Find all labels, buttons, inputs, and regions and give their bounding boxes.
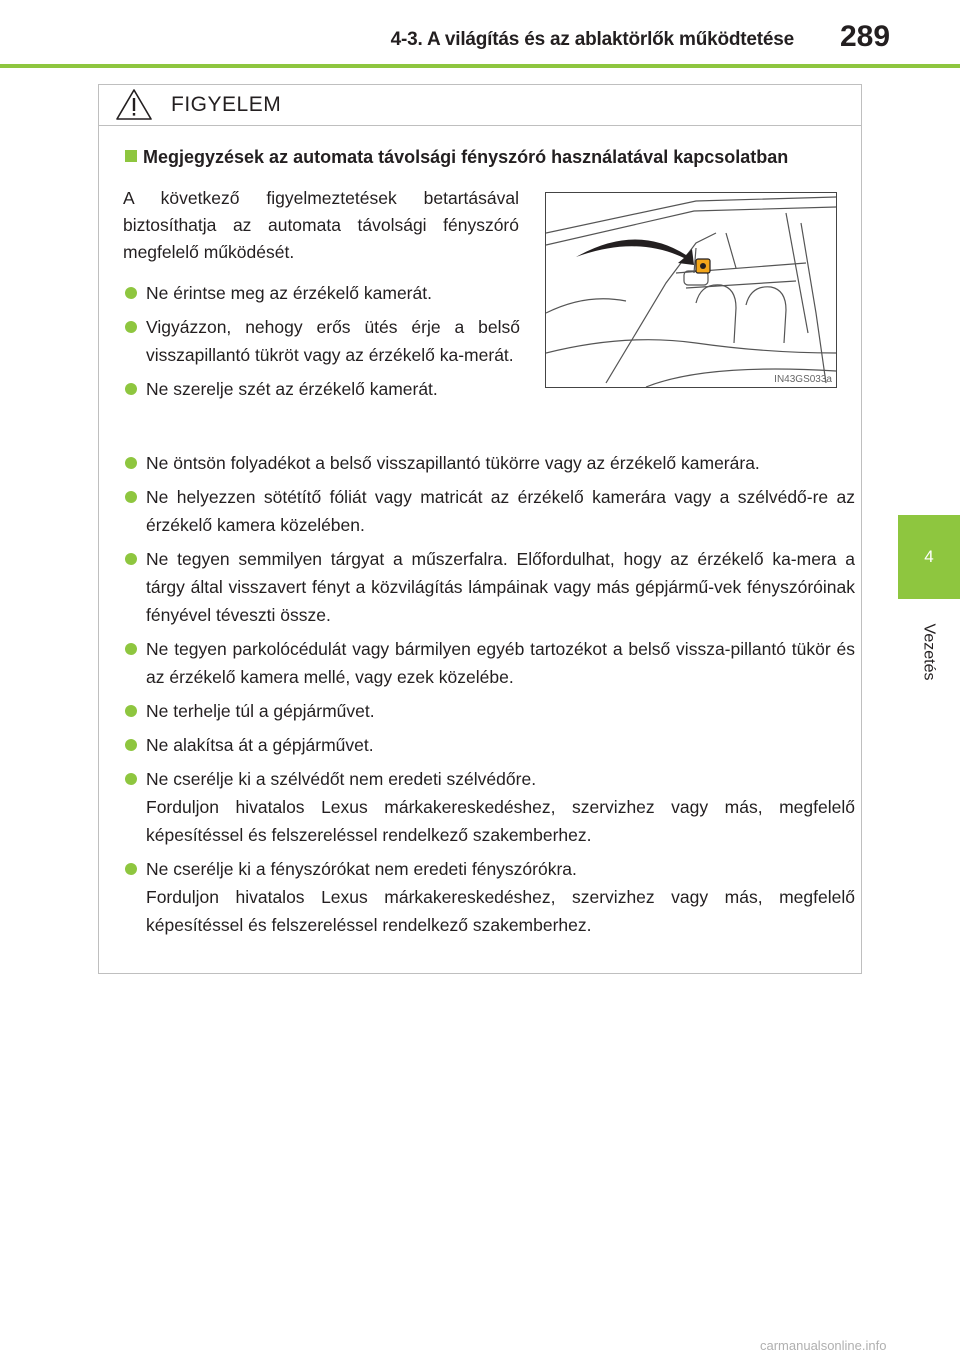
section-title: [125, 147, 788, 168]
bullet-dot-icon: [125, 773, 137, 785]
bullet-list-top: [125, 279, 520, 409]
list-item-text: Ne cserélje ki a fényszórókat nem eredeti fényszórókra.: [146, 859, 577, 879]
illustration: [545, 192, 837, 388]
windshield-camera-illustration: [546, 193, 836, 387]
list-item-subtext: Forduljon hivatalos Lexus márkakereskedéshez, szervizhez vagy más, megfelelő képesítéssel és felszereléssel rendelkező szakemberhez.: [146, 797, 855, 845]
warning-label: FIGYELEM: [171, 93, 282, 116]
header-title: 4-3. A világítás és az ablaktörlők működtetése: [390, 29, 794, 50]
list-item-text: Vigyázzon, nehogy erős ütés érje a belső visszapillantó tükröt vagy az érzékelő ka-merát.: [146, 317, 520, 365]
bullet-dot-icon: [125, 457, 137, 469]
intro-paragraph: A következő figyelmeztetések betartásával biztosíthatja az automata távolsági fényszóró megfelelő működését.: [123, 188, 519, 262]
chapter-tab: [898, 515, 960, 599]
illustration-code: IN43GS033a: [774, 374, 832, 385]
bullet-list-main: [125, 449, 855, 945]
bullet-dot-icon: [125, 705, 137, 717]
bullet-dot-icon: [125, 643, 137, 655]
header-rule: [0, 64, 960, 68]
list-item: [125, 855, 855, 939]
bullet-dot-icon: [125, 383, 137, 395]
list-item: [125, 765, 855, 849]
list-item-text: Ne öntsön folyadékot a belső visszapillantó tükörre vagy az érzékelő kamerára.: [146, 453, 760, 473]
bullet-dot-icon: [125, 321, 137, 333]
list-item: [125, 375, 520, 403]
bullet-dot-icon: [125, 739, 137, 751]
list-item-text: Ne szerelje szét az érzékelő kamerát.: [146, 379, 438, 399]
page-number: 289: [840, 20, 891, 53]
list-item: [125, 279, 520, 307]
list-item: [125, 731, 855, 759]
warning-triangle-icon: [115, 88, 153, 121]
list-item-text: Ne terhelje túl a gépjárművet.: [146, 701, 375, 721]
list-item: [125, 449, 855, 477]
list-item-text: Ne helyezzen sötétítő fóliát vagy matricát az érzékelő kamerára vagy a szélvédő-re az érzékelő kamera közelében.: [146, 487, 855, 535]
list-item: [125, 545, 855, 629]
watermark: carmanualsonline.info: [760, 1338, 887, 1353]
chapter-label-container: [900, 612, 956, 692]
list-item: [125, 483, 855, 539]
warning-header: [99, 85, 861, 126]
section-square-icon: [125, 150, 137, 162]
bullet-dot-icon: [125, 491, 137, 503]
list-item: [125, 635, 855, 691]
list-item: [125, 313, 520, 369]
list-item-text: Ne érintse meg az érzékelő kamerát.: [146, 283, 432, 303]
list-item-text: Ne tegyen semmilyen tárgyat a műszerfalra. Előfordulhat, hogy az érzékelő ka-mera a tárgy által visszavert fényt a közvilágítás lámpáinak vagy más gépjármű-vek fényszóróinak fényével téveszti össze.: [146, 549, 855, 625]
list-item-text: Ne alakítsa át a gépjárművet.: [146, 735, 374, 755]
list-item-subtext: Forduljon hivatalos Lexus márkakereskedéshez, szervizhez vagy más, megfelelő képesítéssel és felszereléssel rendelkező szakemberhez.: [146, 887, 855, 935]
bullet-dot-icon: [125, 553, 137, 565]
chapter-number: 4: [924, 547, 934, 566]
warning-box: [98, 84, 862, 974]
bullet-dot-icon: [125, 863, 137, 875]
section-title-text: Megjegyzések az automata távolsági fényszóró használatával kapcsolatban: [143, 147, 789, 167]
list-item-text: Ne tegyen parkolócédulát vagy bármilyen egyéb tartozékot a belső vissza-pillantó tükör és az érzékelő kamera mellé, vagy ezek közelébe.: [146, 639, 855, 687]
chapter-label: Vezetés: [920, 623, 937, 681]
list-item: [125, 697, 855, 725]
list-item-text: Ne cserélje ki a szélvédőt nem eredeti szélvédőre.: [146, 769, 537, 789]
bullet-dot-icon: [125, 287, 137, 299]
